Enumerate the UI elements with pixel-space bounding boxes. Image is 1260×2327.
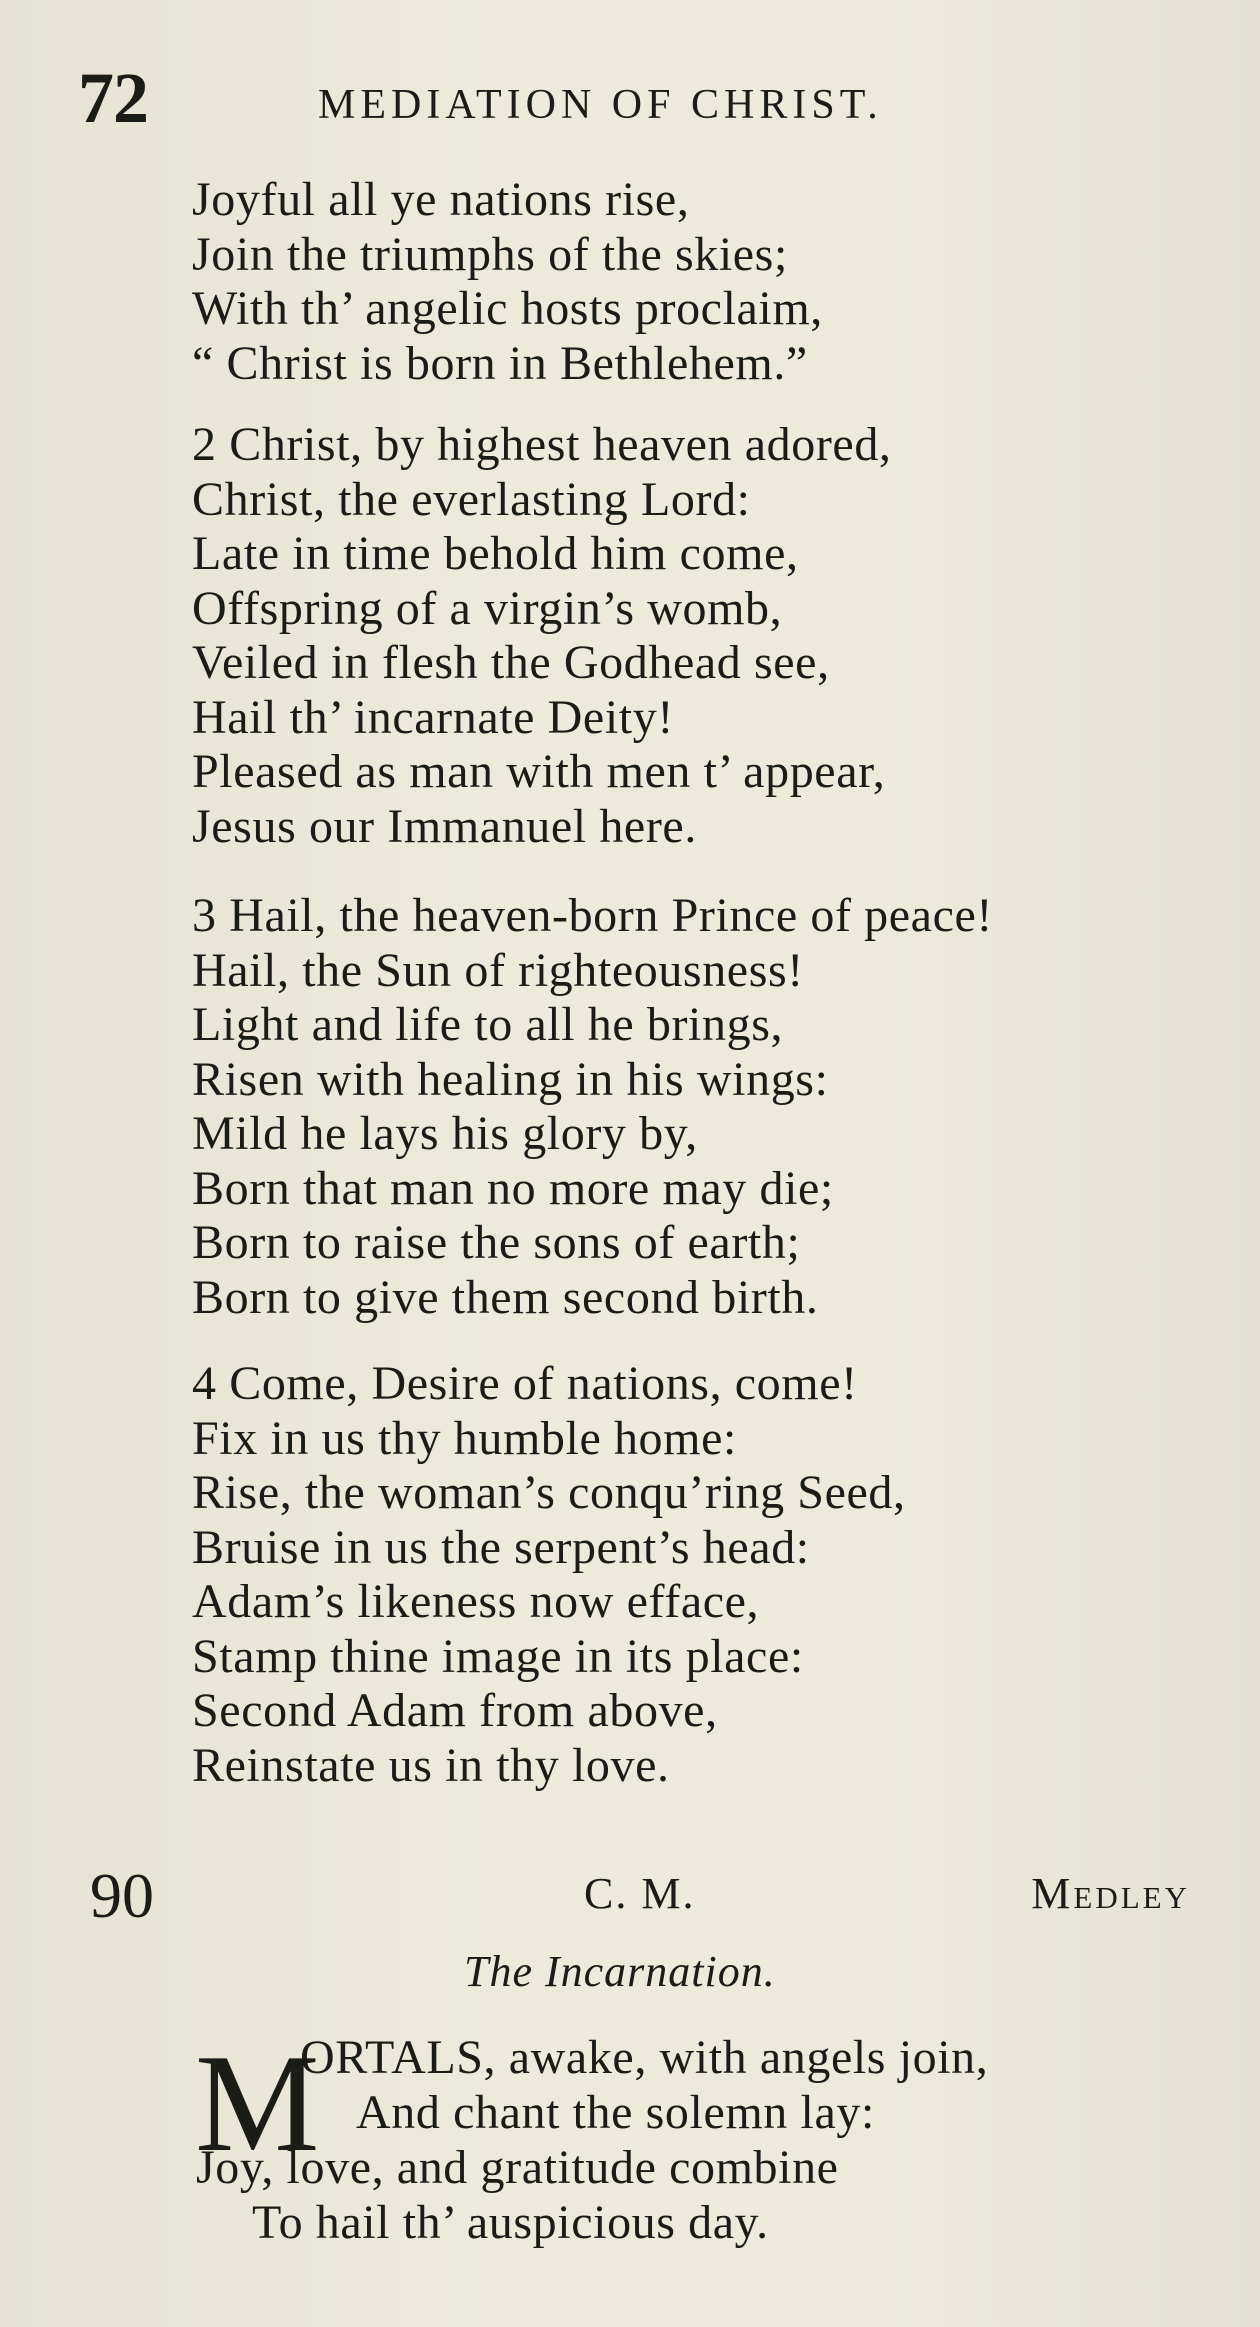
verse-line: Born to raise the sons of earth; — [192, 1216, 801, 1269]
verse-line: 4 Come, Desire of nations, come! — [192, 1357, 858, 1410]
verse-line: Mild he lays his glory by, — [192, 1107, 698, 1160]
drop-cap: M — [195, 2026, 318, 2181]
stanza — [192, 1357, 906, 1793]
verse-line: Light and life to all he brings, — [192, 998, 784, 1051]
verse-line: Christ, the everlasting Lord: — [192, 472, 751, 526]
hymn-tune: Medley — [1031, 1869, 1190, 1918]
verse-line: 2 Christ, by highest heaven adored, — [192, 418, 892, 471]
verse-line: Jesus our Immanuel here. — [192, 799, 697, 853]
hymn-subtitle: The Incarnation. — [464, 1947, 776, 1996]
verse-line: Hail th’ incarnate Deity! — [192, 690, 674, 744]
verse-line: Rise, the woman’s conqu’ring Seed, — [192, 1466, 906, 1519]
stanza — [192, 889, 993, 1325]
verse-line: Born that man no more may die; — [192, 1161, 834, 1215]
verse-line: With th’ angelic hosts proclaim, — [192, 282, 823, 335]
verse-line: Offspring of a virgin’s womb, — [192, 581, 783, 635]
verse-line: Joyful all ye nations rise, — [192, 173, 690, 226]
verse-line: “ Christ is born in Bethlehem.” — [192, 336, 808, 390]
verse-line: Bruise in us the serpent’s head: — [192, 1520, 810, 1574]
verse-line: Veiled in flesh the Godhead see, — [192, 636, 830, 689]
verse-line: Join the triumphs of the skies; — [192, 227, 788, 281]
verse-line: 3 Hail, the heaven-born Prince of peace! — [192, 889, 993, 942]
verse-line: And chant the solemn lay: — [356, 2086, 875, 2139]
verse-line: Risen with healing in his wings: — [192, 1052, 829, 1106]
hymn-number: 90 — [90, 1860, 154, 1931]
hymn-meter: C. M. — [584, 1869, 696, 1918]
verse-line: ORTALS, awake, with angels join, — [300, 2031, 989, 2084]
stanza — [192, 173, 823, 391]
verse-line: Late in time behold him come, — [192, 527, 799, 580]
running-head: MEDIATION OF CHRIST. — [318, 82, 883, 128]
verse-line: Reinstate us in thy love. — [192, 1738, 670, 1792]
verse-line: To hail th’ auspicious day. — [252, 2196, 769, 2249]
page-number: 72 — [78, 58, 148, 138]
verse-line: Pleased as man with men t’ appear, — [192, 745, 886, 798]
stanza — [192, 418, 892, 854]
verse-line: Second Adam from above, — [192, 1684, 718, 1737]
verse-line: Hail, the Sun of righteousness! — [192, 943, 804, 997]
verse-line: Fix in us thy humble home: — [192, 1411, 737, 1465]
verse-line: Born to give them second birth. — [192, 1270, 819, 1324]
verse-line: Stamp thine image in its place: — [192, 1629, 804, 1683]
verse-line: Adam’s likeness now efface, — [192, 1575, 760, 1628]
verse-line: Joy, love, and gratitude combine — [196, 2141, 839, 2194]
